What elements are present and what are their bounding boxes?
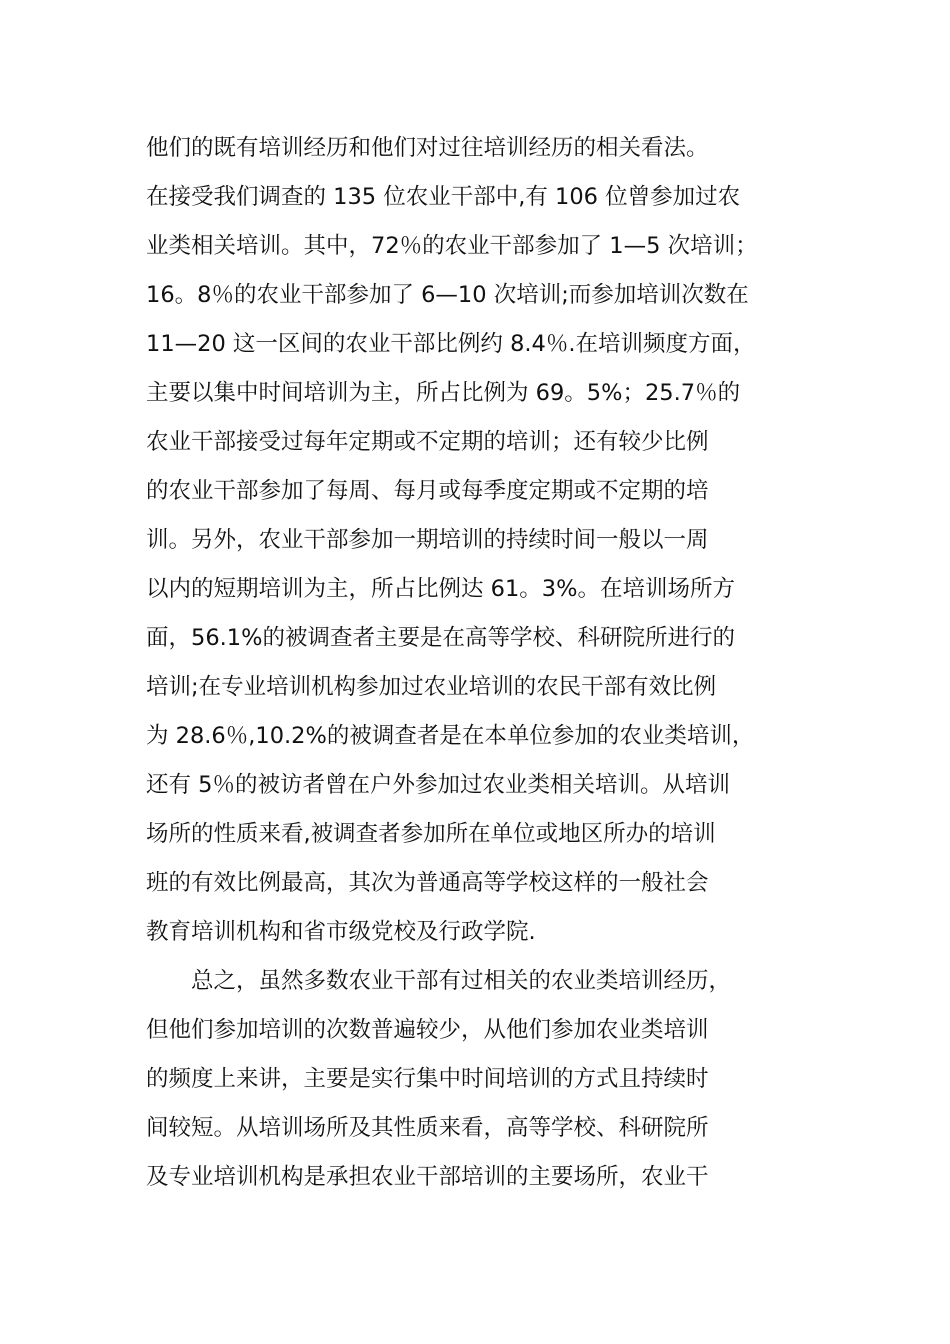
body-text <box>146 124 816 1202</box>
paragraph-2 <box>146 957 816 1202</box>
text-line: 他们的既有培训经历和他们对过往培训经历的相关看法。 <box>146 135 709 161</box>
text-line: 还有 5％的被访者曾在户外参加过农业类相关培训。从培训 <box>146 772 730 798</box>
text-line: 的频度上来讲，主要是实行集中时间培训的方式且持续时 <box>146 1066 709 1092</box>
text-line: 训。另外，农业干部参加一期培训的持续时间一般以一周 <box>146 527 709 553</box>
paragraph-1 <box>146 124 816 957</box>
text-line: 在接受我们调查的 135 位农业干部中,有 106 位曾参加过农 <box>146 184 741 210</box>
text-line: 11—20 这一区间的农业干部比例约 8.4％.在培训频度方面， <box>146 331 756 357</box>
text-line: 班的有效比例最高，其次为普通高等学校这样的一般社会 <box>146 870 709 896</box>
text-line: 教育培训机构和省市级党校及行政学院. <box>146 919 536 945</box>
text-line: 间较短。从培训场所及其性质来看，高等学校、科研院所 <box>146 1115 709 1141</box>
text-line: 农业干部接受过每年定期或不定期的培训；还有较少比例 <box>146 429 709 455</box>
text-line: 培训;在专业培训机构参加过农业培训的农民干部有效比例 <box>146 674 717 700</box>
text-line: 及专业培训机构是承担农业干部培训的主要场所，农业干 <box>146 1164 709 1190</box>
text-line: 主要以集中时间培训为主，所占比例为 69。5%；25.7％的 <box>146 380 741 406</box>
text-line: 16。8％的农业干部参加了 6—10 次培训;而参加培训次数在 <box>146 282 749 308</box>
text-line: 以内的短期培训为主，所占比例达 61。3%。在培训场所方 <box>146 576 735 602</box>
text-line: 业类相关培训。其中，72％的农业干部参加了 1—5 次培训； <box>146 233 758 259</box>
text-line: 为 28.6％,10.2%的被调查者是在本单位参加的农业类培训， <box>146 723 755 749</box>
text-line: 但他们参加培训的次数普遍较少，从他们参加农业类培训 <box>146 1017 709 1043</box>
text-line: 的农业干部参加了每周、每月或每季度定期或不定期的培 <box>146 478 709 504</box>
text-line: 总之，虽然多数农业干部有过相关的农业类培训经历， <box>191 968 732 994</box>
text-line: 场所的性质来看,被调查者参加所在单位或地区所办的培训 <box>146 821 716 847</box>
text-line: 面，56.1%的被调查者主要是在高等学校、科研院所进行的 <box>146 625 735 651</box>
